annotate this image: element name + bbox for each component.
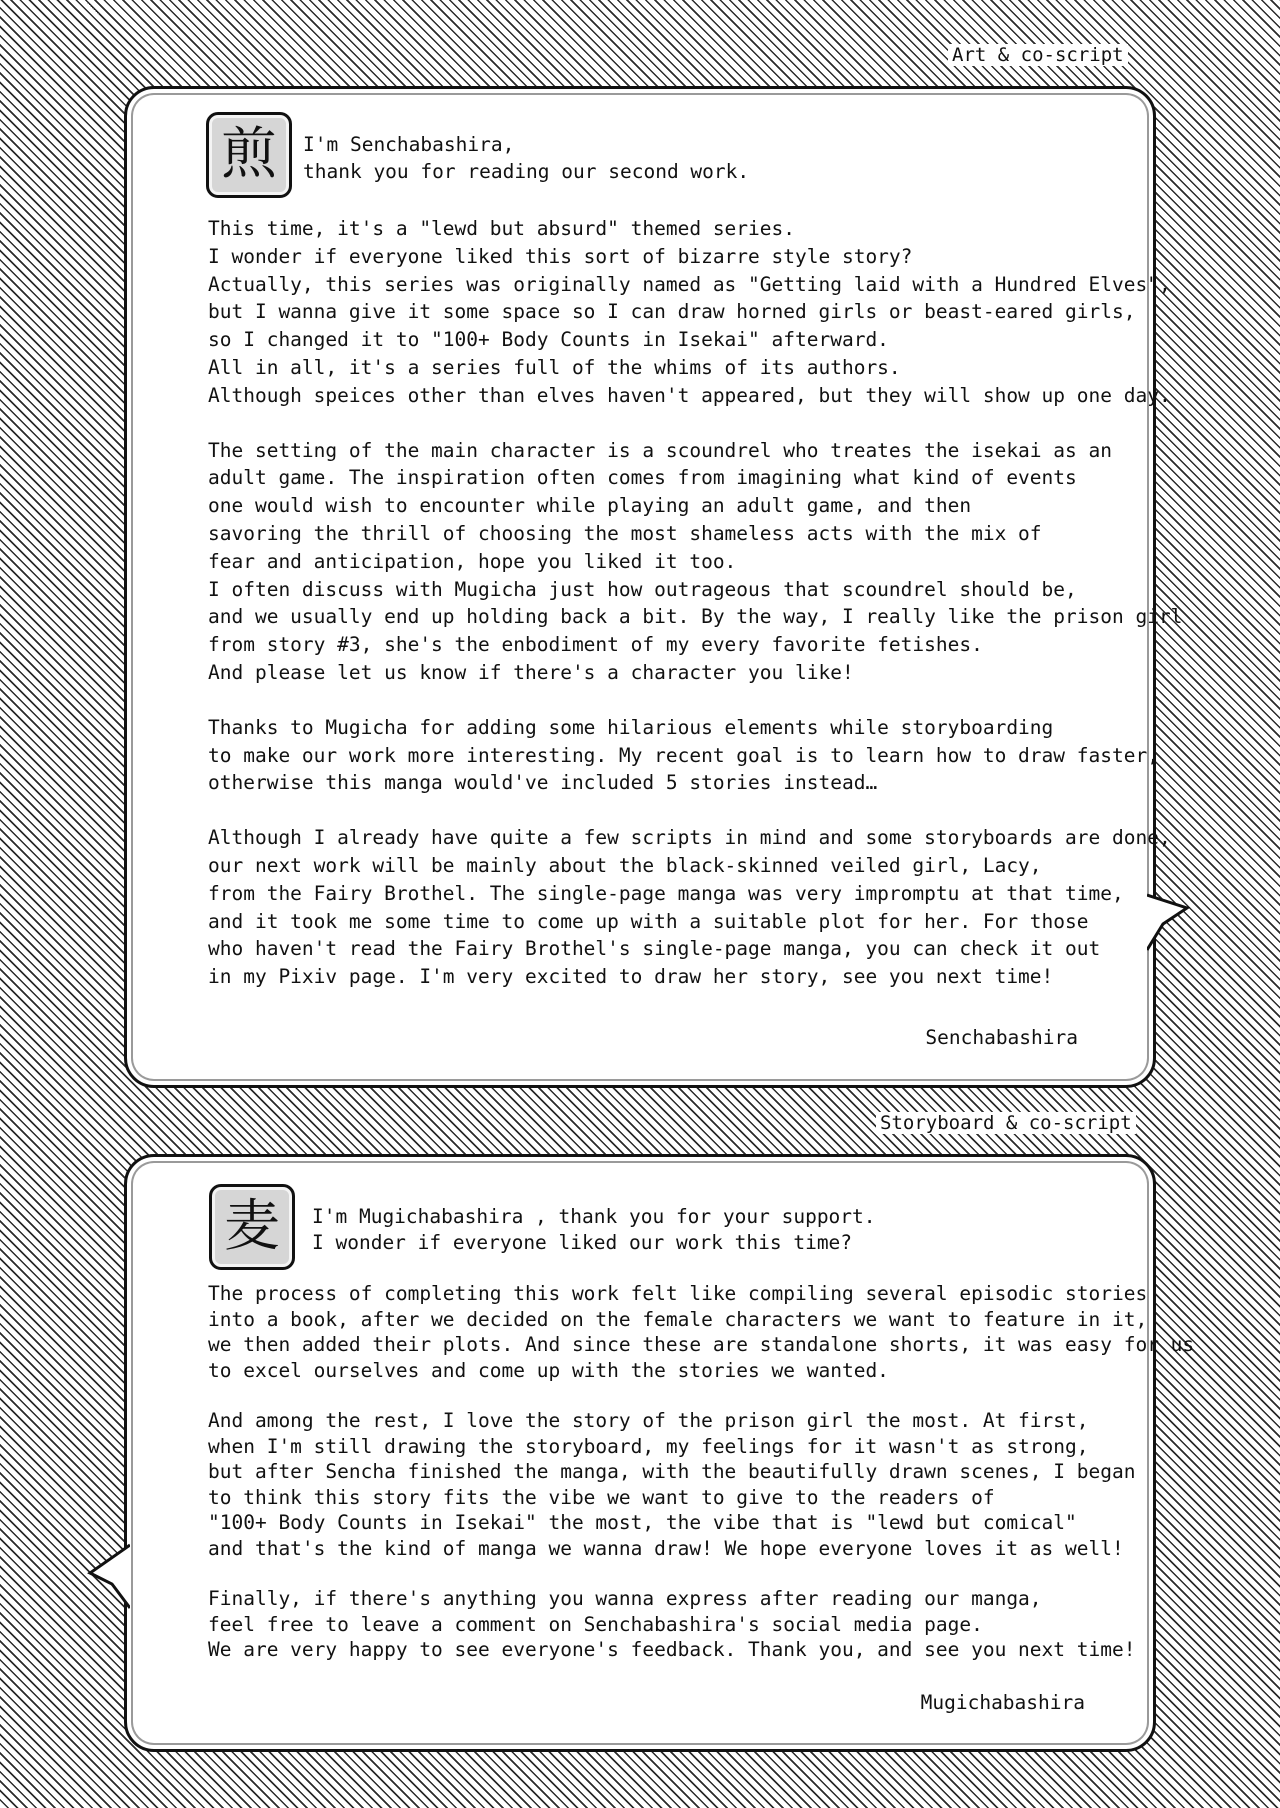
paragraph: Finally, if there's anything you wanna express after reading our manga, feel free to leave a comment on Senchabashira's social media page. We are very happy to see everyone's feedback. Thank you, and see you next time!: [208, 1587, 1136, 1661]
intro-mugichabashira: I'm Mugichabashira , thank you for your support. I wonder if everyone liked our work this time?: [312, 1205, 876, 1254]
paragraph: And among the rest, I love the story of the prison girl the most. At first, when I'm still drawing the storyboard, my feelings for it wasn't as strong, but after Sencha finished the manga, with the beautifully drawn scenes, I began to think this story fits the vibe we want to give to the readers of "100+ Body Counts in Isekai" the most, the vibe that is "lewd but comical" and that's the kind of manga we wanna draw! We hope everyone loves it as well!: [208, 1409, 1136, 1560]
intro-senchabashira: I'm Senchabashira, thank you for reading our second work.: [303, 133, 750, 183]
paragraph: This time, it's a "lewd but absurd" themed series. I wonder if everyone liked this sort of bizarre style story? Actually, this series was originally named as "Getting laid with a Hundred Elves", but I wanna give it some space so I can draw horned girls or beast-eared girls, so I changed it to "100+ Body Counts in Isekai" afterward. All in all, it's a series full of the whims of its authors. Although speices other than elves haven't appeared, but they will show up one day.: [208, 217, 1171, 407]
paragraph: The setting of the main character is a scoundrel who treates the isekai as an adult game. The inspiration often comes from imagining what kind of events one would wish to encounter while playing an adult game, and then savoring the thrill of choosing the most shameless acts with the mix of fear and anticipation, hope you liked it too. I often discuss with Mugicha just how outrageous that scoundrel should be, and we usually end up holding back a bit. By the way, I really like the prison girl from story #3, she's the enbodiment of my every favorite fetishes. And please let us know if there's a character you like!: [208, 438, 1183, 684]
paragraph: Although I already have quite a few scripts in mind and some storyboards are done, our next work will be mainly about the black-skinned veiled girl, Lacy, from the Fairy Brothel. The single-page manga was very impromptu at that time, and it took me some time to come up with a suitable plot for her. For those who haven't read the Fairy Brothel's single-page manga, you can check it out in my Pixiv page. I'm very excited to draw her story, see you next time!: [208, 826, 1171, 989]
speech-tail-left: [84, 1540, 130, 1620]
paragraph: Thanks to Mugicha for adding some hilarious elements while storyboarding to make our work more interesting. My recent goal is to learn how to draw faster, otherwise this manga would've included 5 stories instead…: [208, 715, 1159, 795]
paragraph: The process of completing this work felt like compiling several episodic stories into a book, after we decided on the female characters we want to feature in it, we then added their plots. And since these are standalone shorts, it was easy for us to excel ourselves and come up with the stories we wanted.: [208, 1282, 1195, 1382]
body-mugichabashira: [208, 1281, 1194, 1688]
sencha-avatar-icon: 煎: [206, 112, 292, 198]
signature-senchabashira: Senchabashira: [925, 1026, 1078, 1049]
section-label-art: Art & co-script: [948, 44, 1128, 66]
signature-mugichabashira: Mugichabashira: [920, 1691, 1085, 1714]
mugicha-avatar-icon: 麦: [209, 1184, 295, 1270]
section-label-storyboard: Storyboard & co-script: [876, 1112, 1136, 1134]
body-senchabashira: [208, 215, 1182, 1018]
